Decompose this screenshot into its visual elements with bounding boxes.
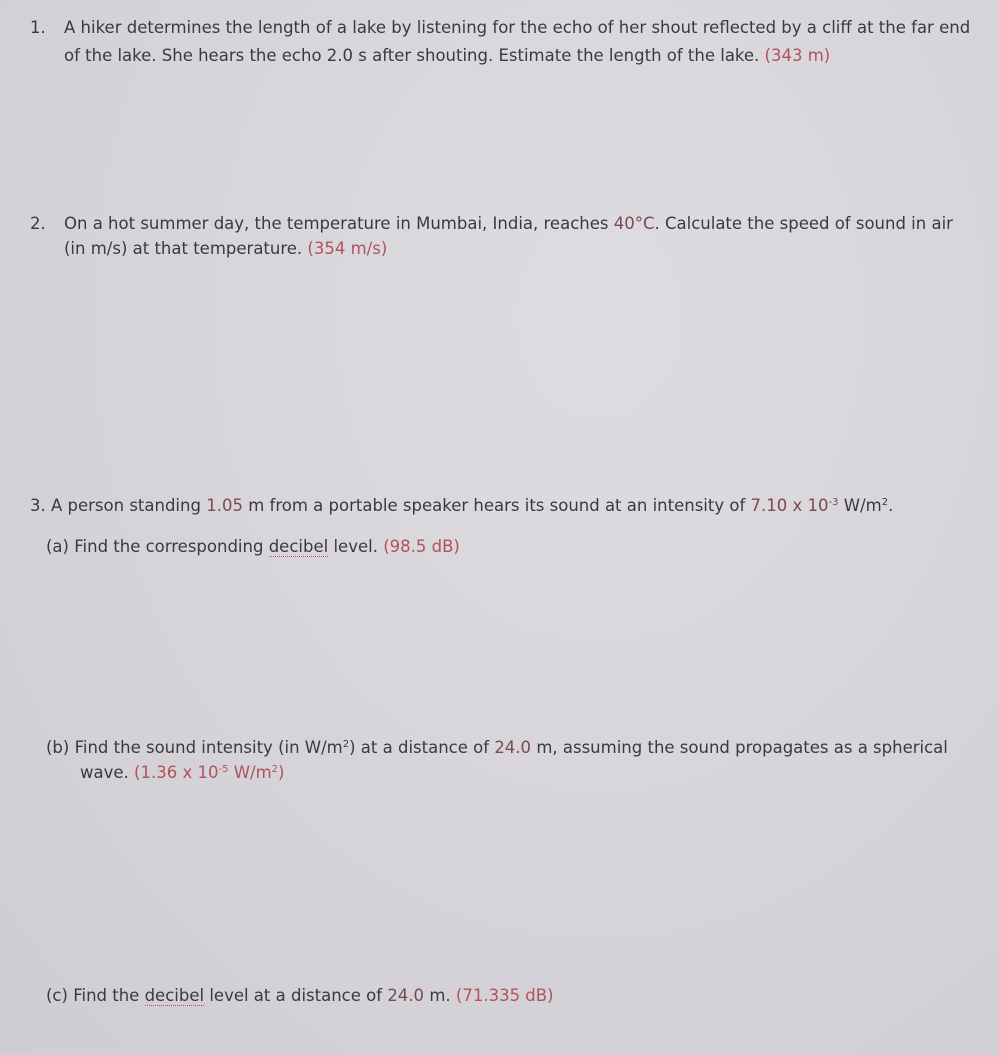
question-3a-answer: (98.5 dB)	[383, 537, 460, 556]
question-3c-text: (c) Find the decibel level at a distance of 24.0 m. (71.335 dB)	[46, 986, 554, 1005]
question-3b-answer: (1.36 x $10^{-5}$ $W/m^2$)	[134, 763, 285, 782]
question-1-number: 1.	[30, 18, 46, 37]
distance-value-c: 24.0	[387, 986, 425, 1005]
question-3a-text: (a) Find the corresponding decibel level. (98.5 dB)	[46, 537, 460, 556]
question-1-answer: (343 m)	[764, 46, 831, 65]
question-1-line-2: of the lake. She hears the echo 2.0 s after shouting. Estimate the length of the lake. (343 m)	[64, 46, 831, 65]
question-3c-answer: (71.335 dB)	[455, 986, 554, 1005]
temperature-value: 40°C	[613, 214, 655, 233]
question-2-number: 2.	[30, 214, 46, 233]
question-3-stem: 3. A person standing 1.05 m from a portable speaker hears its sound at an intensity of 7.10 x $10^{-3}$ $W/m^2$.	[30, 496, 894, 515]
question-3b-line-2: wave. (1.36 x $10^{-5}$ $W/m^2$)	[80, 763, 285, 782]
question-2-answer: (354 m/s)	[307, 239, 388, 258]
question-3b-line-1: (b) Find the sound intensity (in $W/m^2$) at a distance of 24.0 m, assuming the sound propagates as a spherical	[46, 738, 948, 757]
distance-value-b: 24.0	[494, 738, 532, 757]
question-2-line-1: On a hot summer day, the temperature in Mumbai, India, reaches 40°C. Calculate the speed of sound in air	[64, 214, 953, 233]
distance-value: 1.05	[206, 496, 243, 515]
question-2-line-2: (in m/s) at that temperature. (354 m/s)	[64, 239, 388, 258]
intensity-value: 7.10 x $10^{-3}$	[750, 496, 839, 515]
question-1-line-1: A hiker determines the length of a lake by listening for the echo of her shout reflected by a cliff at the far end	[64, 18, 971, 37]
